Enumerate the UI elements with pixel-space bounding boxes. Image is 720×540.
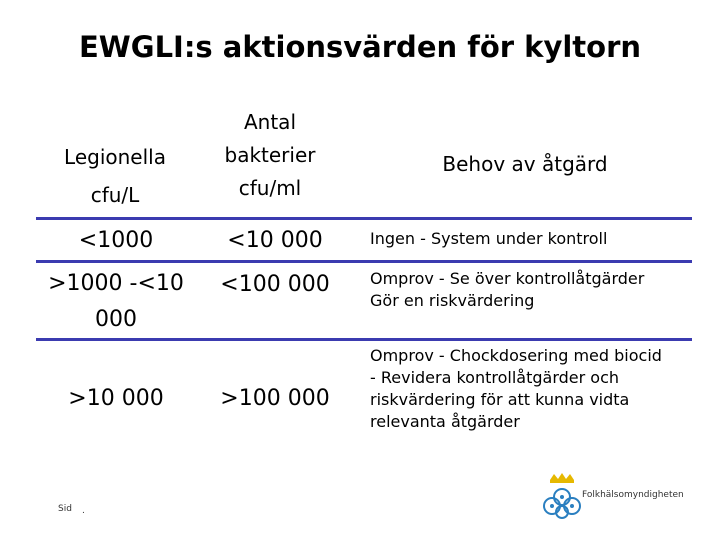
row1-bakterier: <10 000: [227, 228, 323, 253]
row2-atgard-line2: Gör en riskvärdering: [370, 291, 535, 310]
row2-atgard-line1: Omprov - Se över kontrollåtgärder: [370, 269, 645, 288]
row2-bakterier: <100 000: [220, 272, 330, 297]
header-bakterier: [200, 106, 340, 205]
row3-legionella: >10 000: [68, 386, 164, 411]
header-atgard: Behov av åtgärd: [442, 152, 608, 176]
row2-legionella-line1: >1000 -<10: [48, 271, 184, 296]
table-rule: [36, 260, 692, 263]
row2-legionella-line2: 000: [95, 307, 137, 332]
footer-page-label: Sid: [58, 504, 72, 514]
row3-bakterier: >100 000: [220, 386, 330, 411]
row3-atgard-line2: - Revidera kontrollåtgärder och: [370, 368, 620, 387]
row1-atgard-line1: Ingen - System under kontroll: [370, 229, 608, 248]
header-bakterier-line1: Antal: [243, 110, 296, 134]
row3-atgard-line3: riskvärdering för att kunna vidta: [370, 390, 630, 409]
header-legionella-line1: Legionella: [64, 145, 166, 169]
footer-page-number: .: [82, 506, 85, 516]
row3-atgard-line4: relevanta åtgärder: [370, 412, 520, 431]
row3-atgard-line1: Omprov - Chockdosering med biocid: [370, 346, 662, 365]
header-bakterier-line2: bakterier: [224, 143, 316, 167]
header-legionella-line2: cfu/L: [90, 183, 140, 207]
row1-atgard: [370, 228, 690, 250]
header-legionella: [40, 138, 190, 214]
logo-text: Folkhälsomyndigheten: [582, 490, 684, 500]
row2-legionella: [36, 266, 196, 338]
table-rule: [36, 338, 692, 341]
header-bakterier-line3: cfu/ml: [238, 176, 302, 200]
page-title: EWGLI:s aktionsvärden för kyltorn: [78, 30, 642, 64]
row1-legionella: <1000: [78, 228, 154, 253]
table-rule: [36, 217, 692, 220]
row2-atgard: [370, 268, 690, 312]
row3-atgard: [370, 345, 690, 433]
